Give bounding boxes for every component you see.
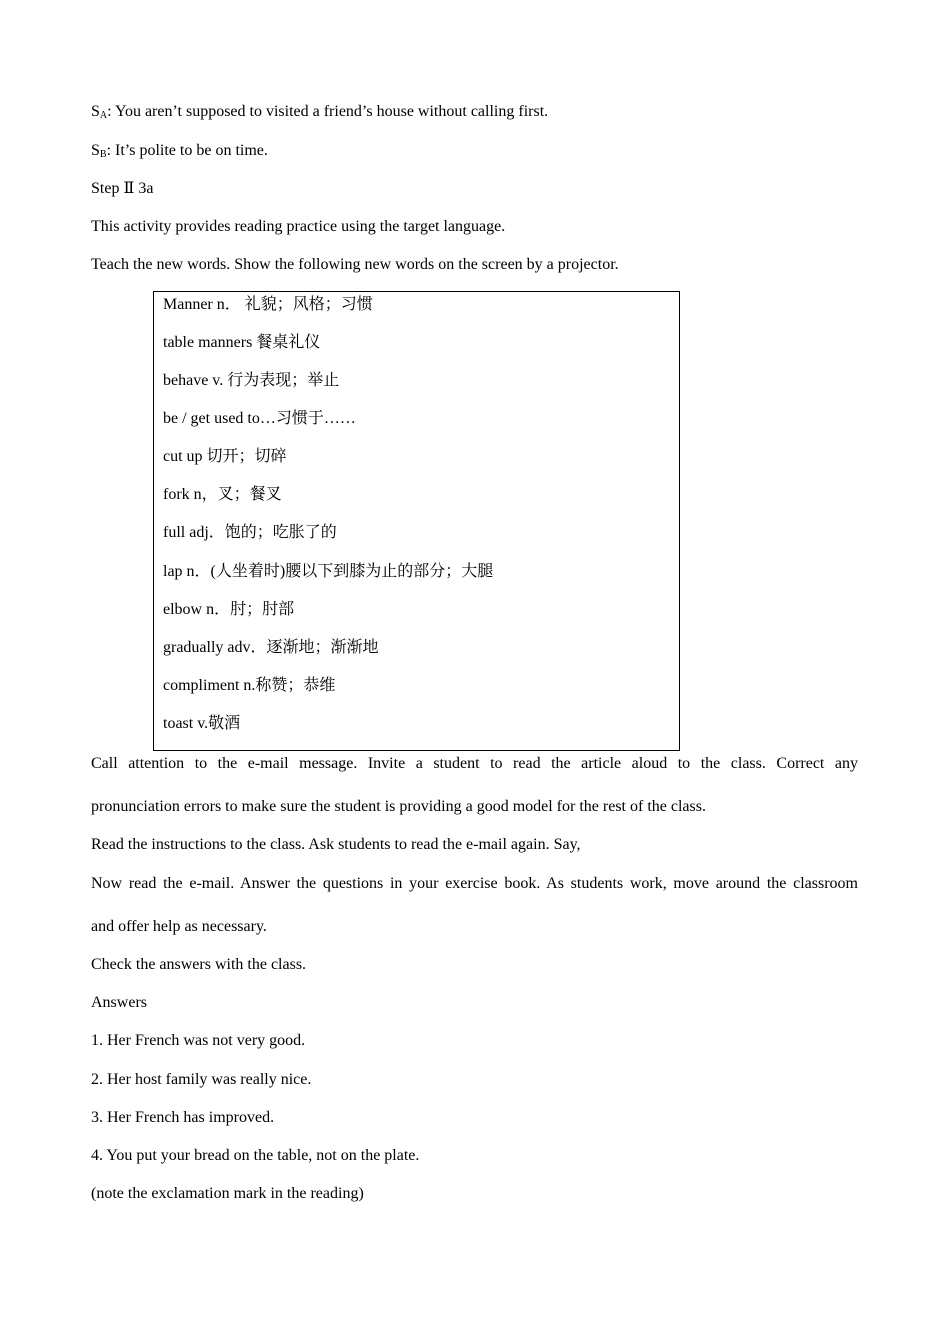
answer-item: 4. You put your bread on the table, not on the plate.	[91, 1147, 420, 1164]
vocab-item: compliment n.称赞；恭维	[163, 677, 336, 694]
vocab-item: be / get used to…习惯于……	[163, 410, 356, 427]
dialog-line-sb	[91, 141, 268, 165]
instruction-now-line1: Now read the e-mail. Answer the questions in your exercise book. As students work, move around the classroom	[91, 875, 858, 892]
speaker-subscript-sb: B	[99, 149, 107, 160]
step-heading: Step Ⅱ 3a	[91, 180, 154, 197]
instruction-call-line1: Call attention to the e-mail message. Invite a student to read the article aloud to the class. Correct any	[91, 755, 858, 772]
instruction-call-line2: pronunciation errors to make sure the student is providing a good model for the rest of the class.	[91, 798, 706, 815]
answer-item: 1. Her French was not very good.	[91, 1032, 306, 1049]
answer-item: 3. Her French has improved.	[91, 1109, 275, 1126]
dialog-line-sa	[91, 102, 548, 126]
dialog-text-sb: : It’s polite to be on time.	[106, 142, 268, 159]
intro-teach: Teach the new words. Show the following new words on the screen by a projector.	[91, 256, 619, 273]
answers-note: (note the exclamation mark in the reading)	[91, 1185, 364, 1202]
vocab-item: full adj．饱的；吃胀了的	[163, 524, 337, 541]
vocab-item: elbow n．肘；肘部	[163, 601, 295, 618]
instruction-check: Check the answers with the class.	[91, 956, 307, 973]
answers-heading: Answers	[91, 994, 147, 1011]
vocab-item: toast v.敬酒	[163, 715, 241, 732]
speaker-label-sb: S	[91, 142, 100, 159]
vocab-item: cut up 切开；切碎	[163, 448, 287, 465]
answer-item: 2. Her host family was really nice.	[91, 1071, 312, 1088]
vocab-item: lap n．(人坐着时)腰以下到膝为止的部分；大腿	[163, 563, 494, 580]
vocabulary-box	[153, 291, 680, 751]
vocab-item: behave v. 行为表现；举止	[163, 372, 340, 389]
intro-activity: This activity provides reading practice using the target language.	[91, 218, 506, 235]
speaker-label-sa: S	[91, 103, 100, 120]
dialog-text-sa: : You aren’t supposed to visited a friend’s house without calling first.	[107, 103, 549, 120]
speaker-subscript-sa: A	[99, 110, 108, 121]
instruction-now-line2: and offer help as necessary.	[91, 918, 267, 935]
vocab-item: gradually adv．逐渐地；渐渐地	[163, 639, 379, 656]
vocab-item: fork n，叉；餐叉	[163, 486, 282, 503]
vocab-item: Manner n． 礼貌；风格；习惯	[163, 296, 373, 313]
vocab-item: table manners 餐桌礼仪	[163, 334, 321, 351]
instruction-read: Read the instructions to the class. Ask students to read the e-mail again. Say,	[91, 836, 581, 853]
